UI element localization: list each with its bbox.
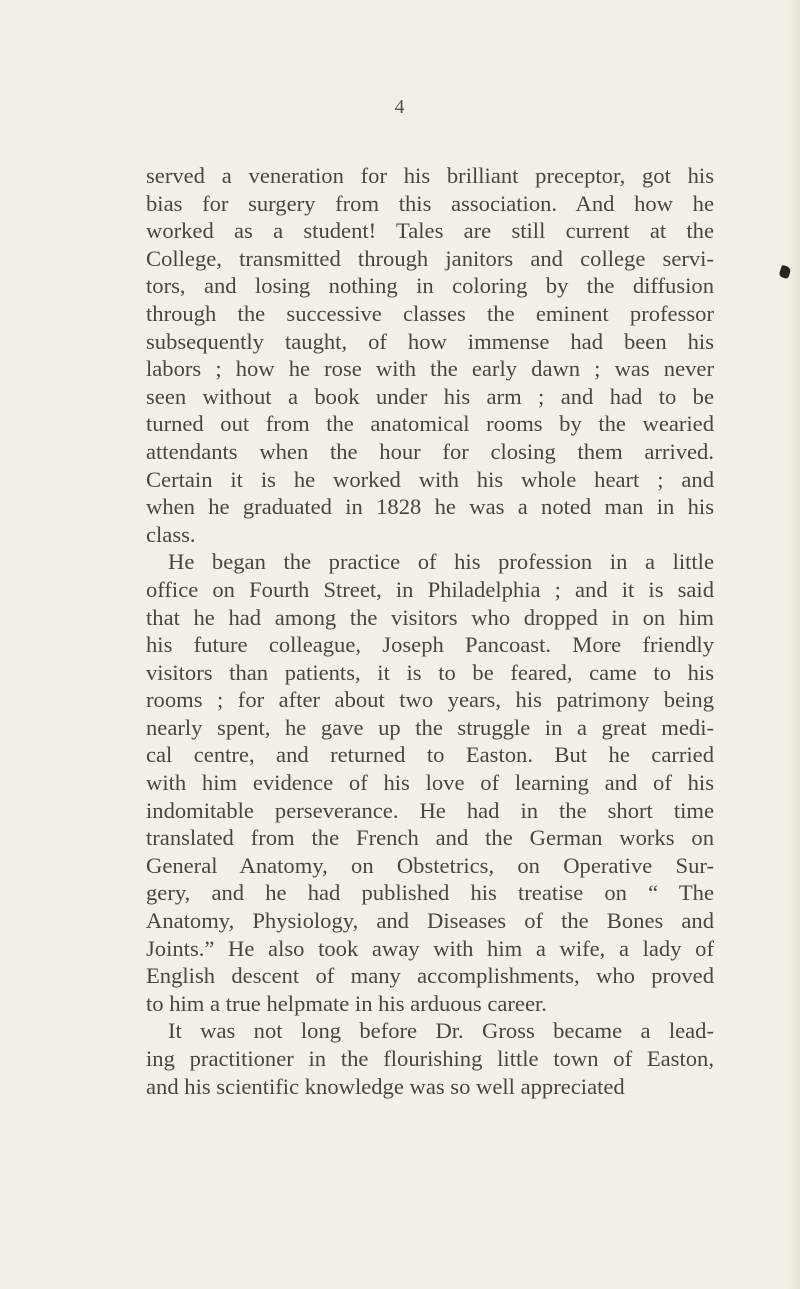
- text-line: class.: [146, 521, 196, 547]
- text-line: served a veneration for his brilliant preceptor, got his: [146, 163, 714, 188]
- paragraph-start-line: He began the practice of his profession in a little: [168, 549, 714, 575]
- text-line: gery, and he had published his treatise on “ The: [146, 880, 714, 906]
- text-line: that he had among the visitors who dropped in on him: [146, 604, 714, 630]
- text-line: bias for surgery from this association. And how he: [146, 190, 714, 216]
- paragraph-start-line: It was not long before Dr. Gross became a lead-: [168, 1018, 714, 1044]
- text-line: turned out from the anatomical rooms by the wearied: [146, 411, 714, 437]
- text-line: with him evidence of his love of learning and of his: [146, 770, 714, 796]
- text-line: Certain it is he worked with his whole heart ; and: [146, 466, 714, 492]
- text-line: English descent of many accomplishments, who proved: [146, 963, 714, 989]
- text-line: General Anatomy, on Obstetrics, on Operative Sur-: [146, 852, 714, 878]
- text-line: tors, and losing nothing in coloring by the diffusion: [146, 273, 714, 299]
- body-text: [146, 162, 714, 1100]
- text-line: labors ; how he rose with the early dawn ; was never: [146, 356, 714, 382]
- text-line: Joints.” He also took away with him a wife, a lady of: [146, 935, 714, 961]
- text-line: through the successive classes the eminent professor: [146, 300, 714, 326]
- page-number: 4: [394, 96, 406, 118]
- text-line: rooms ; for after about two years, his patrimony being: [146, 687, 714, 713]
- text-line: his future colleague, Joseph Pancoast. More friendly: [146, 632, 714, 658]
- text-line: and his scientific knowledge was so well appreciated: [146, 1073, 625, 1099]
- text-line: College, transmitted through janitors and college servi-: [146, 245, 714, 271]
- text-line: visitors than patients, it is to be feared, came to his: [146, 659, 714, 685]
- text-line: Anatomy, Physiology, and Diseases of the Bones and: [146, 908, 714, 934]
- text-line: seen without a book under his arm ; and had to be: [146, 383, 714, 409]
- text-line: ing practitioner in the flourishing little town of Easton,: [146, 1046, 714, 1071]
- text-line: subsequently taught, of how immense had been his: [146, 328, 714, 354]
- text-line: to him a true helpmate in his arduous career.: [146, 990, 547, 1016]
- text-line: office on Fourth Street, in Philadelphia ; and it is said: [146, 576, 714, 602]
- page-edge-shadow: [786, 0, 800, 1289]
- text-line: indomitable perseverance. He had in the short time: [146, 797, 714, 823]
- text-line: nearly spent, he gave up the struggle in a great medi-: [146, 714, 714, 740]
- text-line: when he graduated in 1828 he was a noted man in his: [146, 494, 714, 520]
- text-line: worked as a student! Tales are still current at the: [146, 218, 714, 244]
- text-line: attendants when the hour for closing them arrived.: [146, 438, 714, 464]
- text-line: translated from the French and the German works on: [146, 825, 714, 851]
- text-line: cal centre, and returned to Easton. But he carried: [146, 742, 714, 768]
